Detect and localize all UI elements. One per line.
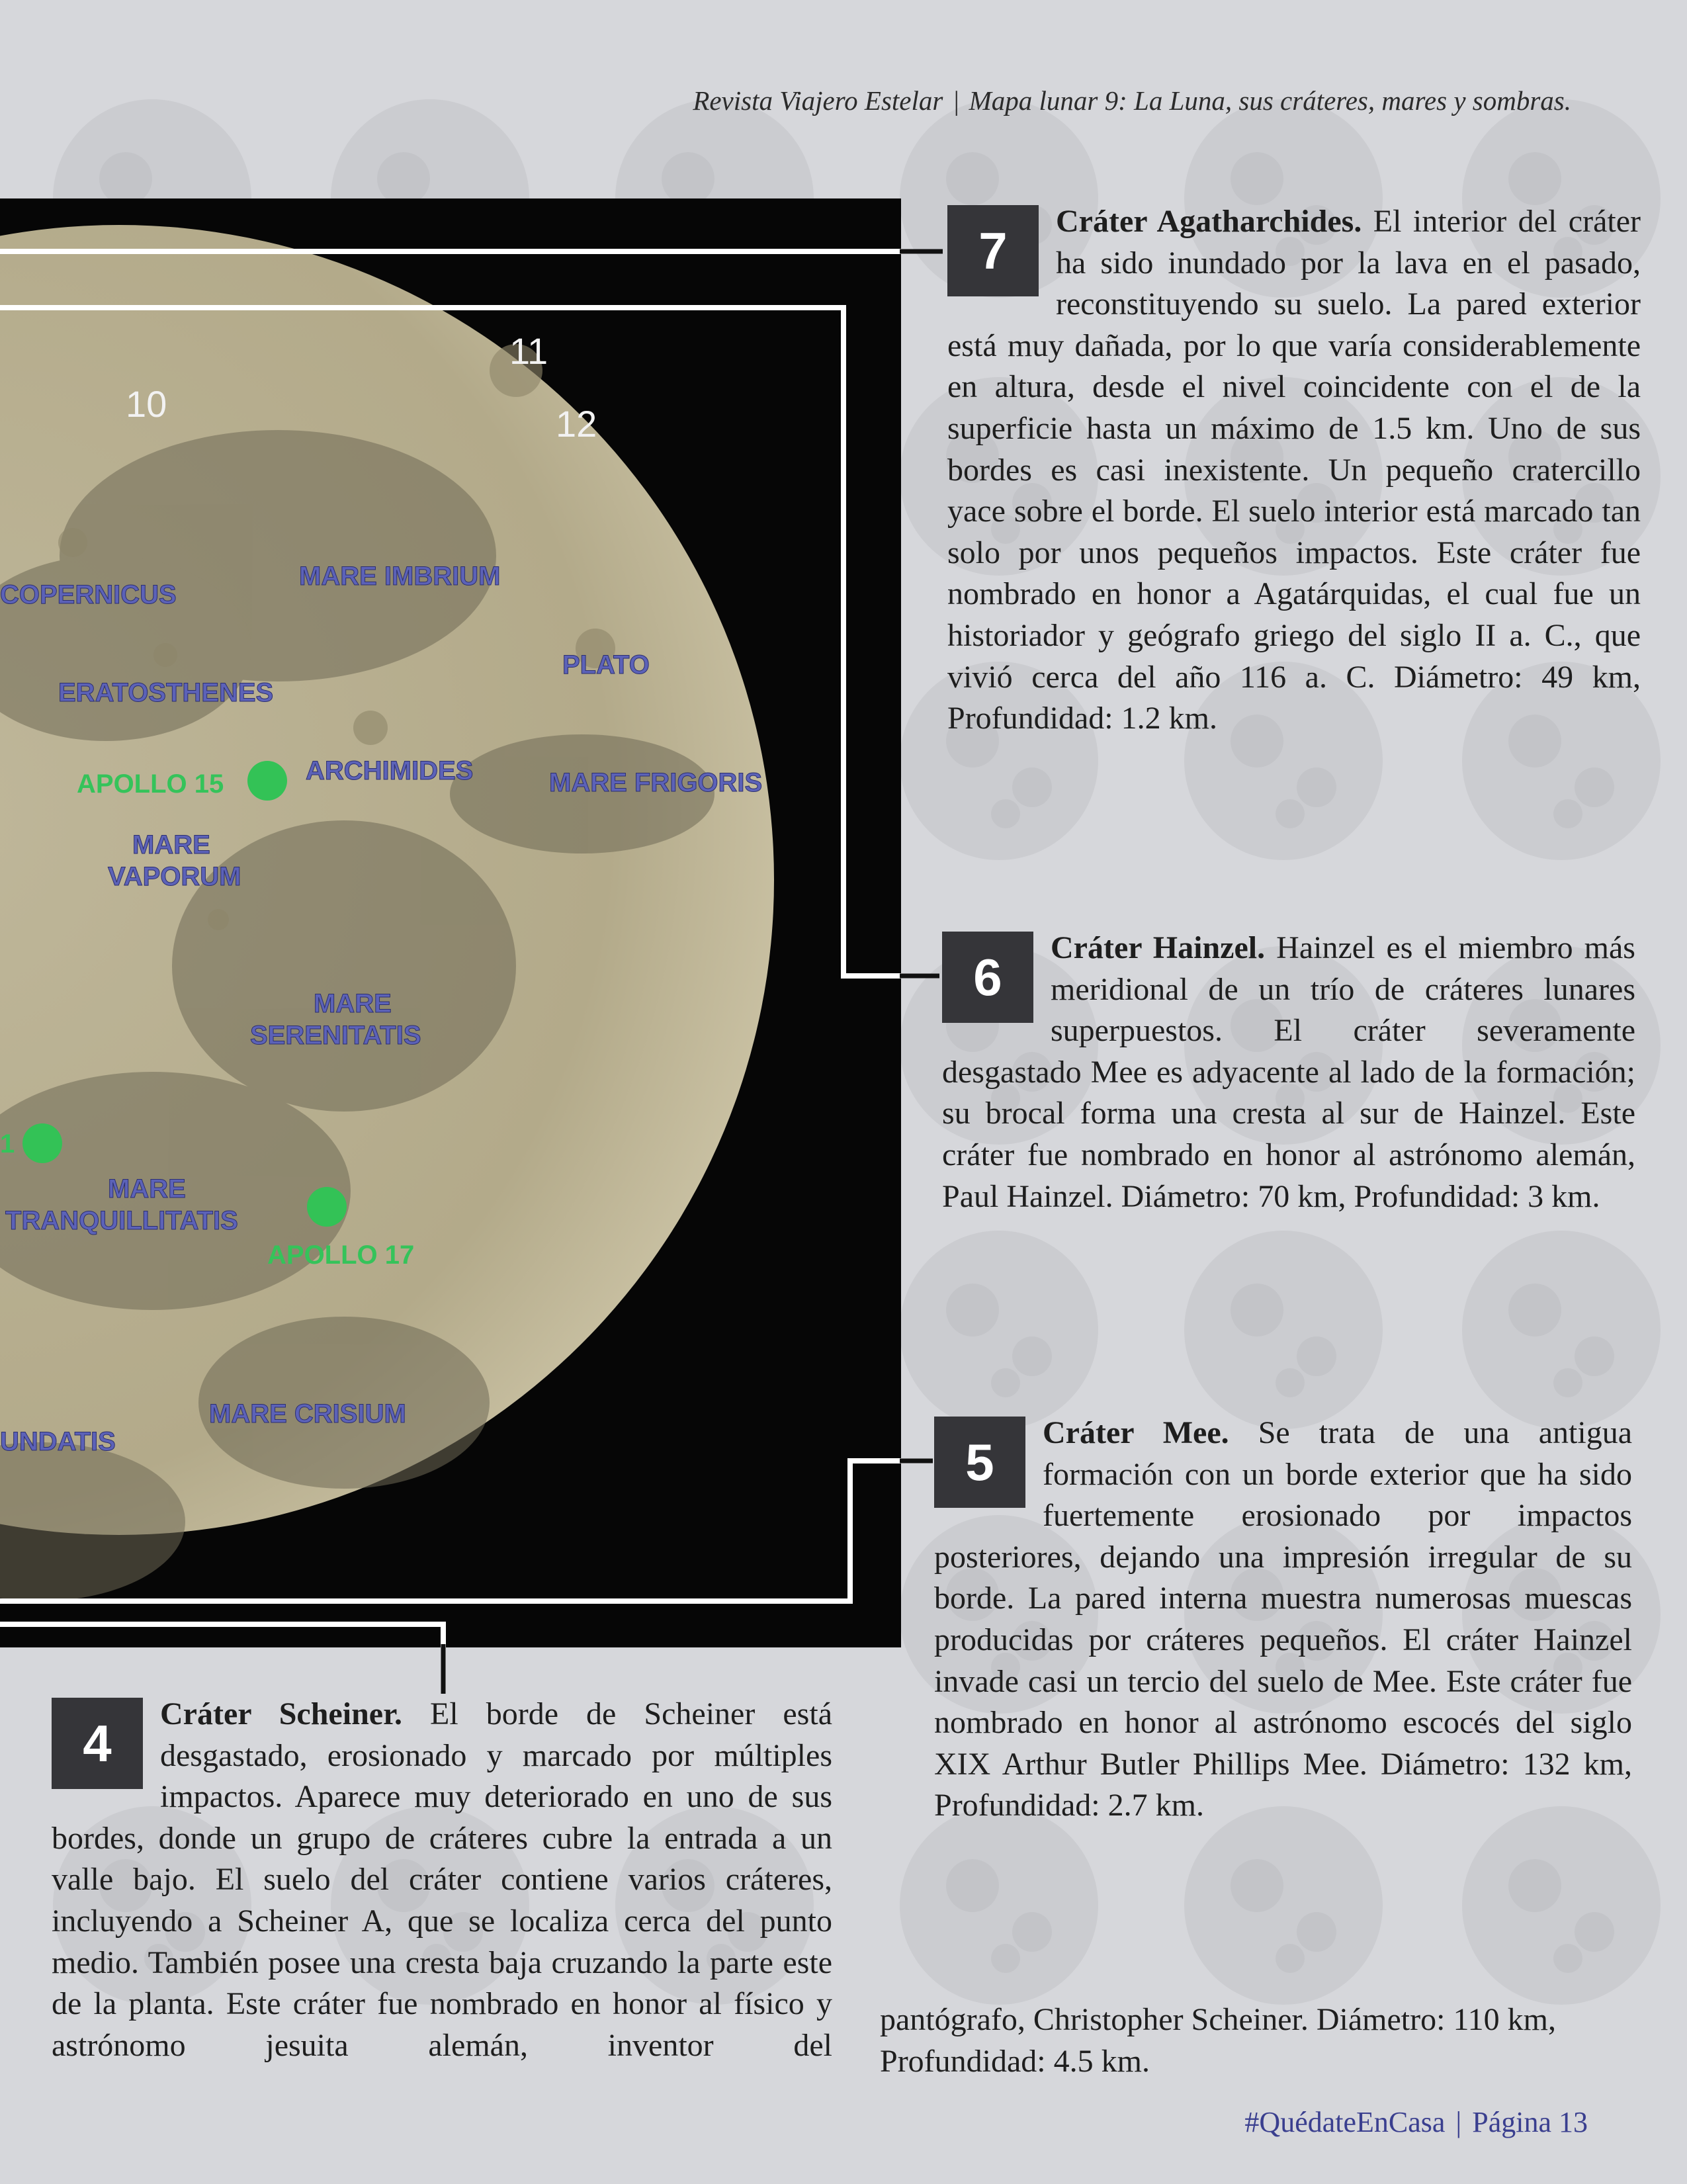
label-undatis: UNDATIS [0, 1427, 116, 1456]
page-number: Página 13 [1472, 2106, 1588, 2138]
article-subtitle: Mapa lunar 9: La Luna, sus cráteres, mares y sombras. [969, 85, 1571, 116]
entry-title: Cráter Mee. [1043, 1415, 1229, 1450]
entry-text: El borde de Scheiner está desgastado, erosionado y marcado por múltiples impactos. Aparece muy deteriorado en uno de sus bordes, donde un grupo de cráteres cubre la entrada a un valle bajo. El suelo del cráter contiene varios cráteres, incluyendo a Scheiner A, que se localiza cerca del punto medio. También posee una cresta baja cruzando la parte este de la planta. Este cráter fue nombrado en honor al físico y astrónomo jesuita alemán, inventor del [52, 1696, 832, 2063]
map-number-12: 12 [556, 403, 597, 445]
label-plato: PLATO [562, 650, 650, 679]
apollo-15-marker [247, 761, 287, 801]
label-apollo-11: 1 [0, 1129, 15, 1158]
map-number-11: 11 [509, 330, 548, 372]
label-apollo-15: APOLLO 15 [77, 769, 224, 799]
label-mare-vaporum-1: MARE [132, 830, 210, 859]
entry-crater-hainzel [942, 928, 1635, 1217]
header-separator: | [952, 85, 960, 116]
footer-separator: | [1455, 2106, 1462, 2138]
entry-paragraph [947, 201, 1641, 740]
footer-hashtag: #QuédateEnCasa [1244, 2106, 1446, 2138]
label-apollo-17: APOLLO 17 [267, 1241, 415, 1270]
entry-title: Cráter Agatharchides. [1056, 204, 1362, 239]
label-mare-crisium: MARE CRISIUM [209, 1399, 406, 1428]
label-mare-frigoris: MARE FRIGORIS [549, 768, 763, 797]
entry-number-badge: 7 [947, 205, 1039, 296]
entry-paragraph [934, 1413, 1632, 1827]
entry-crater-agatharchides [947, 201, 1641, 740]
label-mare-serenitatis-2: SERENITATIS [250, 1021, 421, 1050]
label-archimides: ARCHIMIDES [306, 756, 474, 785]
entry-number-badge: 5 [934, 1417, 1025, 1508]
entry-number-badge: 6 [942, 932, 1033, 1023]
label-eratosthenes: ERATOSTHENES [58, 678, 274, 707]
entry-text: El interior del cráter ha sido inundado por la lava en el pasado, reconstituyendo su suelo. La pared exterior está muy dañada, por lo que varía considerablemente en altura, desde el nivel coincidente con el de la superficie hasta un máximo de 1.5 km. Uno de sus bordes es casi inexistente. Un pequeño cratercillo yace sobre el borde. El suelo interior está marcado tan solo por unos pequeños impactos. Este cráter fue nombrado en honor a Agatárquidas, el cual fue un historiador y geógrafo griego del siglo II a. C., que vivió cerca del año 116 a. C. Diámetro: 49 km, Profundidad: 1.2 km. [947, 204, 1641, 736]
page-footer [1244, 2105, 1588, 2139]
entry-title: Cráter Scheiner. [160, 1696, 402, 1731]
entry-paragraph [942, 928, 1635, 1217]
entry-title: Cráter Hainzel. [1051, 930, 1266, 965]
label-mare-tranquillitatis-1: MARE [108, 1174, 186, 1203]
label-mare-vaporum-2: VAPORUM [108, 862, 241, 891]
entry-crater-scheiner [52, 1694, 832, 2066]
page-header [693, 85, 1571, 116]
entry-paragraph [52, 1694, 832, 2066]
magazine-name: Revista Viajero Estelar [693, 85, 943, 116]
entry-scheiner-continuation: pantógrafo, Christopher Scheiner. Diámetro: 110 km, Profundidad: 4.5 km. [880, 2002, 1556, 2079]
entry-text: Se trata de una antigua formación con un borde exterior que ha sido fuertemente erosionado por impactos posteriores, dejando una impresión irregular de su borde. La pared interna muestra numerosas muescas producidas por cráteres pequeños. El cráter Hainzel invade casi un tercio del suelo de Mee. Este cráter fue nombrado en honor al astrónomo escocés del siglo XIX Arthur Butler Phillips Mee. Diámetro: 132 km, Profundidad: 2.7 km. [934, 1415, 1633, 1823]
apollo-11-marker [22, 1123, 62, 1163]
moon-map-photo [0, 198, 901, 1647]
label-mare-serenitatis-1: MARE [314, 989, 392, 1018]
entry-text: Hainzel es el miembro más meridional de un trío de cráteres lunares superpuestos. El cráter severamente desgastado Mee es adyacente al lado de la formación; su brocal forma una cresta al sur de Hainzel. Este cráter fue nombrado en honor al astrónomo alemán, Paul Hainzel. Diámetro: 70 km, Profundidad: 3 km. [942, 930, 1635, 1214]
label-mare-imbrium: MARE IMBRIUM [299, 562, 501, 591]
label-mare-tranquillitatis-2: TRANQUILLITATIS [5, 1206, 238, 1235]
entry-number-badge: 4 [52, 1698, 143, 1789]
map-number-10: 10 [126, 383, 167, 425]
label-copernicus: COPERNICUS [0, 580, 177, 609]
entry-crater-mee [934, 1413, 1632, 1827]
apollo-17-marker [307, 1187, 347, 1227]
